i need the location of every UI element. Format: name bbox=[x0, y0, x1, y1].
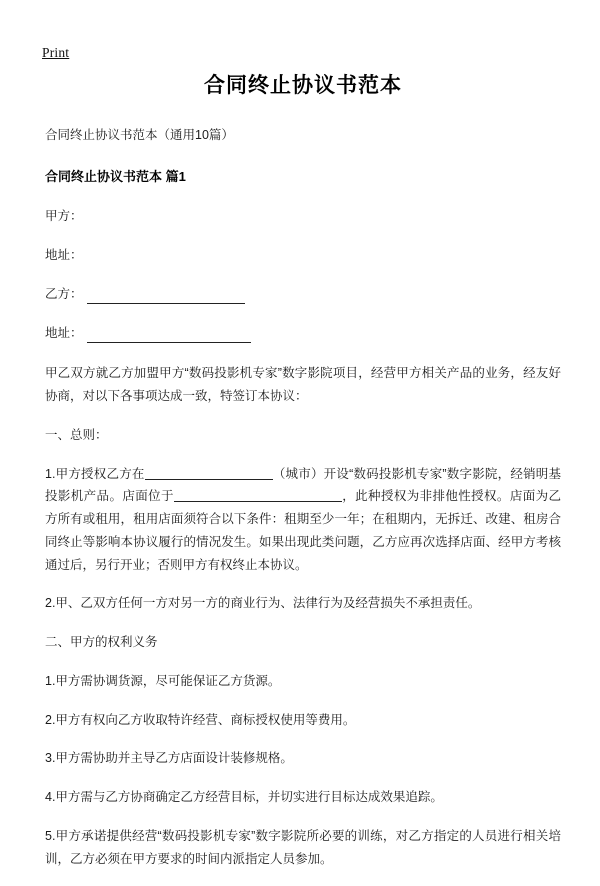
list-item: 1.甲方需协调货源，尽可能保证乙方货源。 bbox=[45, 673, 281, 688]
field-row-address-a bbox=[45, 245, 561, 265]
list-item: 5.甲方承诺提供经营“数码投影机专家”数字影院所必要的训练，对乙方指定的人员进行相关培训，乙方必须在甲方要求的时间内派指定人员参加。 bbox=[45, 828, 561, 866]
field-row-party-b bbox=[45, 284, 561, 304]
print-link[interactable]: Print bbox=[42, 45, 70, 60]
page-title: 合同终止协议书范本 bbox=[204, 74, 402, 97]
document-subtitle: 合同终止协议书范本（通用10篇） bbox=[45, 128, 234, 143]
field-blank-party-b[interactable] bbox=[87, 289, 245, 304]
clause-heading-general: 一、总则： bbox=[45, 427, 108, 442]
field-label-address-b: 地址： bbox=[45, 326, 83, 341]
clause-1-item-1-text-b: （城市）开设“数码投影机专家”数字影院，经销明基投影机产品。店面位于 bbox=[45, 466, 561, 504]
clause-1-item-1 bbox=[45, 463, 561, 577]
section-heading-1: 合同终止协议书范本 篇1 bbox=[45, 168, 186, 184]
list-item: 2.甲方有权向乙方收取特许经营、商标授权使用等费用。 bbox=[45, 712, 356, 727]
inline-blank-city[interactable] bbox=[145, 466, 273, 480]
field-label-party-a: 甲方： bbox=[45, 209, 83, 224]
list-item: 3.甲方需协助并主导乙方店面设计装修规格。 bbox=[45, 751, 293, 766]
field-blank-address-b[interactable] bbox=[87, 328, 251, 343]
inline-blank-store-location[interactable] bbox=[174, 488, 342, 502]
list-item: 4.甲方需与乙方协商确定乙方经营目标，并切实进行目标达成效果追踪。 bbox=[45, 790, 443, 805]
field-label-address-a: 地址： bbox=[45, 248, 83, 263]
clause-1-item-1-text-c: ，此种授权为非排他性授权。店面为乙方所有或租用，租用店面须符合以下条件：租期至少一年；在租期内，无拆迁、改建、租房合同终止等影响本协议履行的情况发生。如果出现此类问题，乙方应再次选择店面、经甲方考核通过后，另行开业；否则甲方有权终止本协议。 bbox=[45, 489, 561, 572]
clause-heading-party-a-rights: 二、甲方的权利义务 bbox=[45, 635, 158, 650]
field-label-party-b: 乙方： bbox=[45, 287, 83, 302]
document-content bbox=[45, 72, 561, 886]
clause-1-item-1-text-a: 1.甲方授权乙方在 bbox=[45, 466, 145, 481]
field-row-address-b bbox=[45, 323, 561, 343]
field-row-party-a bbox=[45, 206, 561, 226]
clause-1-item-2: 2.甲、乙双方任何一方对另一方的商业行为、法律行为及经营损失不承担责任。 bbox=[45, 596, 481, 611]
preamble-paragraph: 甲乙双方就乙方加盟甲方“数码投影机专家”数字影院项目，经营甲方相关产品的业务，经友好协商，对以下各事项达成一致，特签订本协议： bbox=[45, 366, 561, 404]
